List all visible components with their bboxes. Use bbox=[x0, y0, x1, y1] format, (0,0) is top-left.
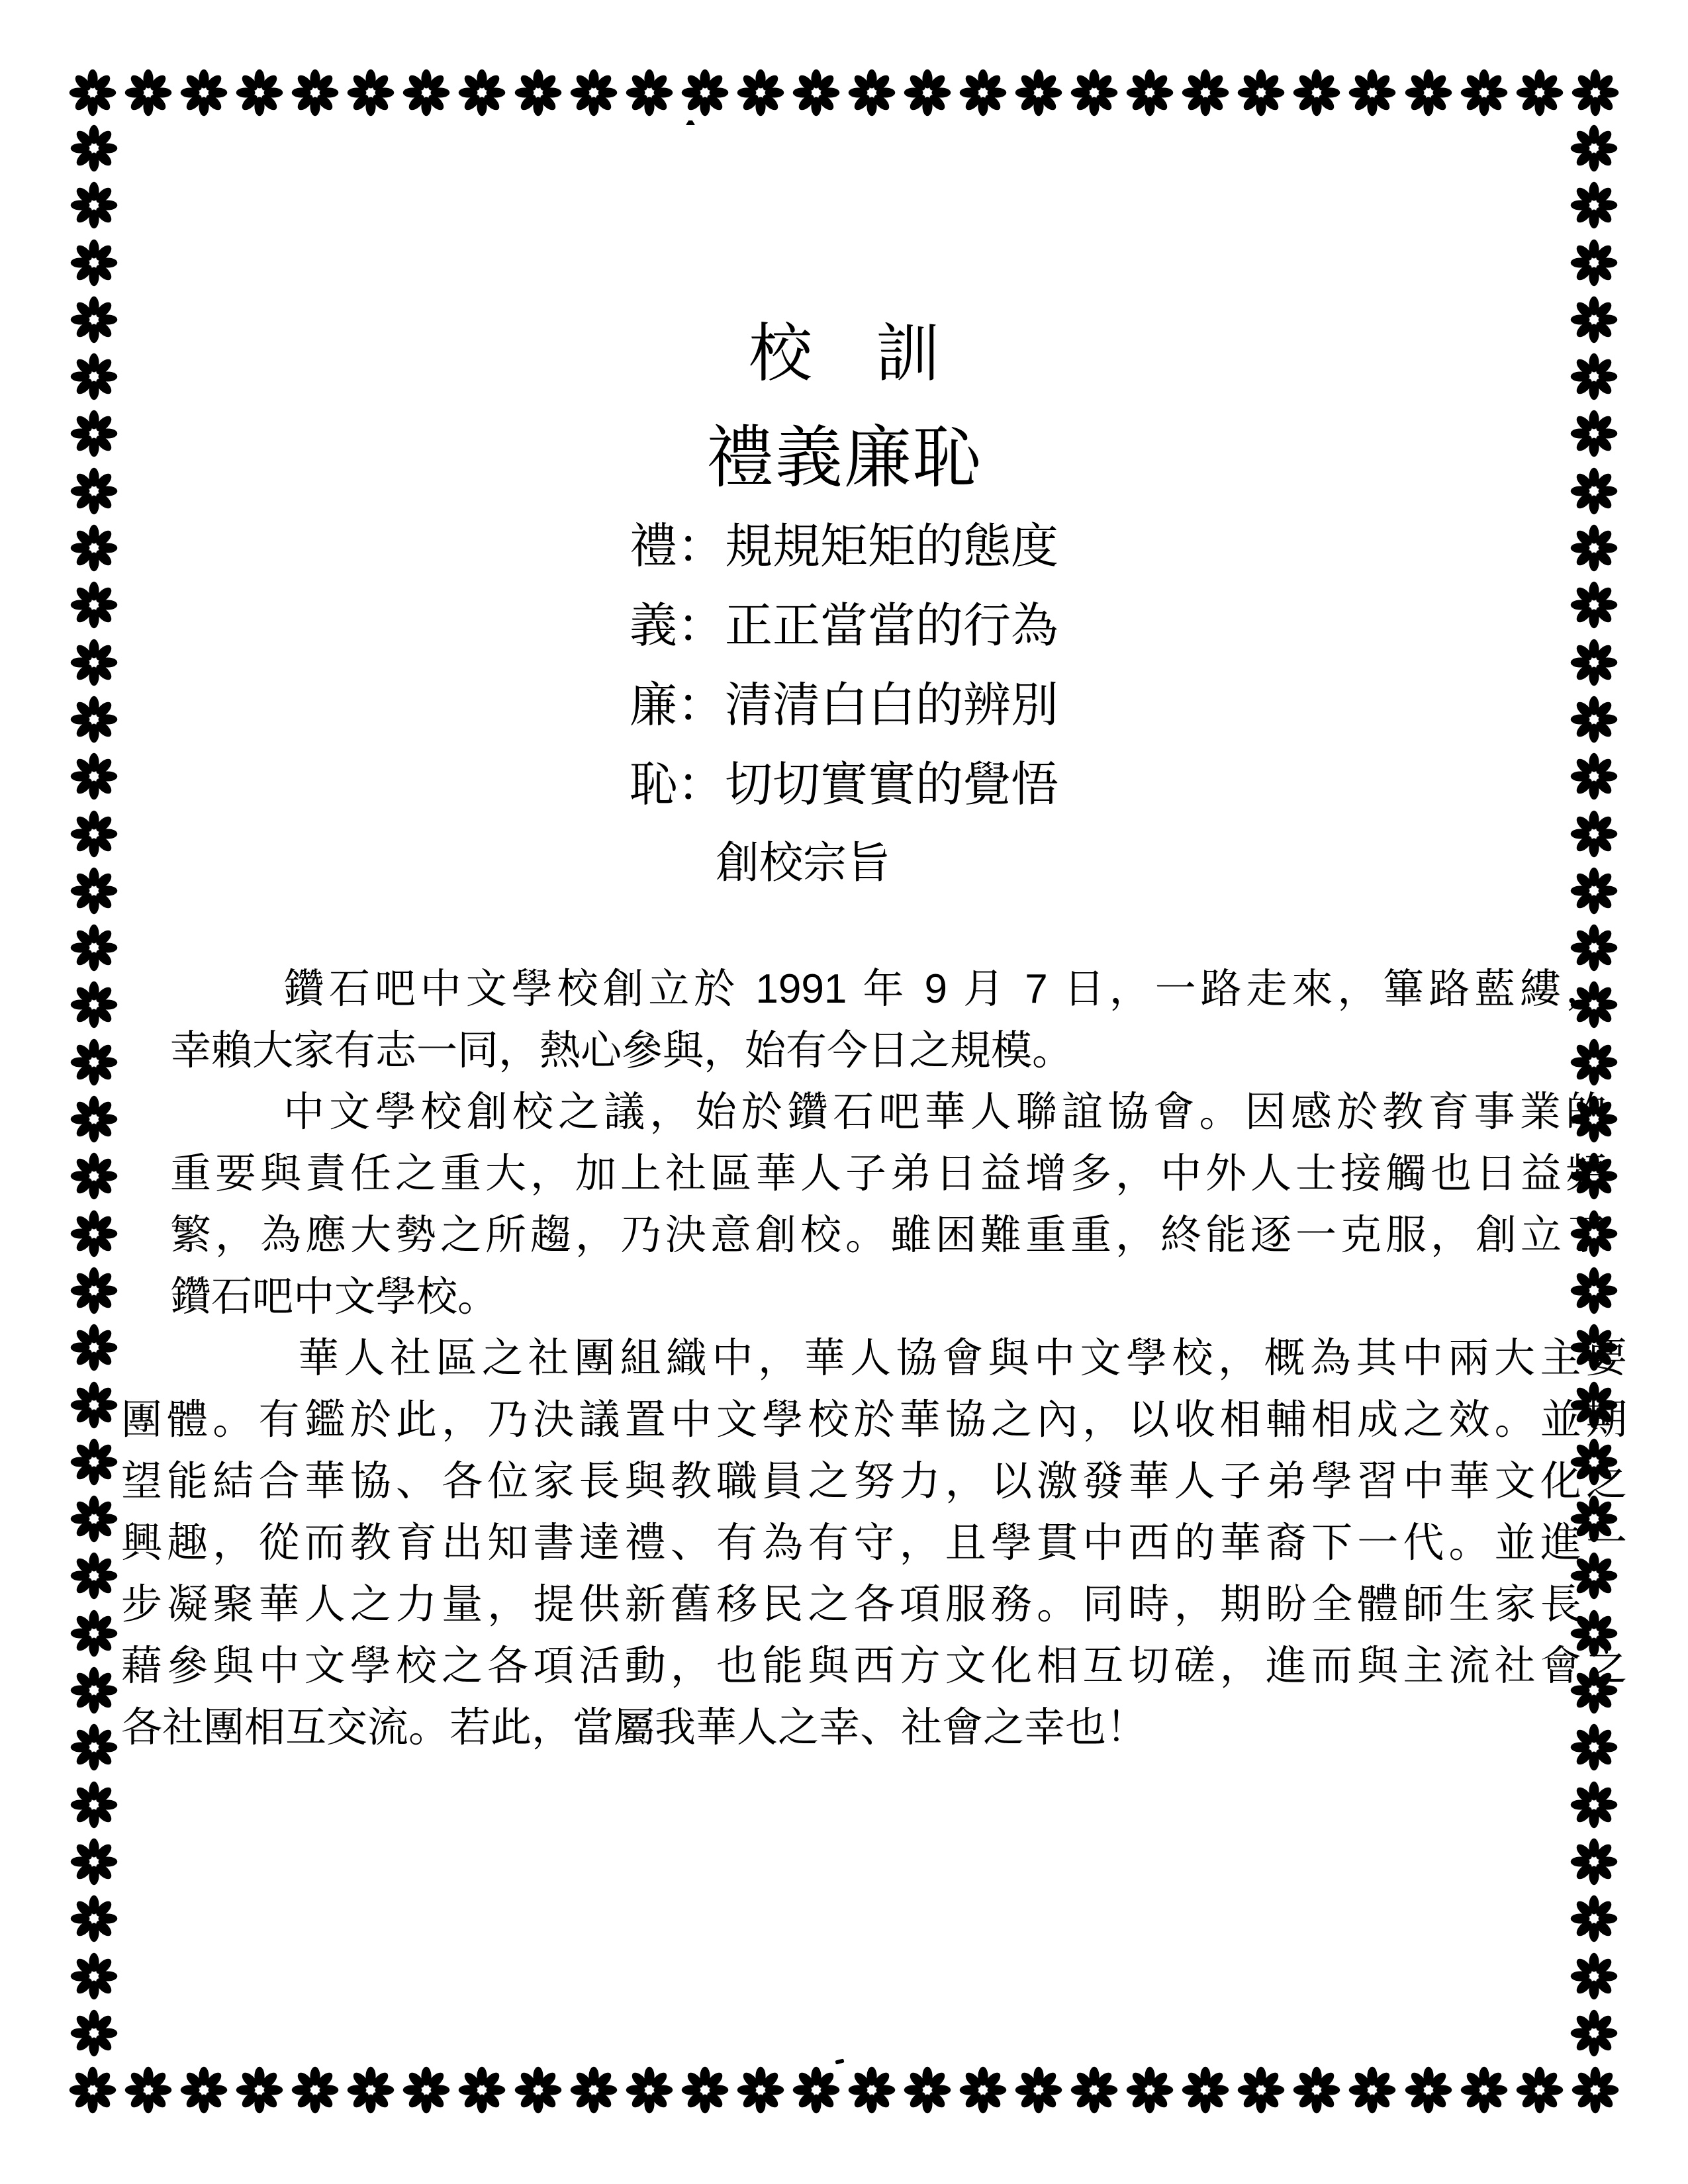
body-line: 望能結合華協、各位家長與教職員之努力，以激發華人子弟學習中華文化之 bbox=[121, 1459, 1627, 1504]
eight-petal-flower-icon bbox=[291, 2066, 339, 2114]
motto-definitions bbox=[0, 507, 1688, 825]
eight-petal-flower-icon bbox=[347, 2066, 395, 2114]
eight-petal-flower-icon bbox=[959, 69, 1007, 116]
eight-petal-flower-icon bbox=[291, 69, 339, 116]
section-heading: 創校宗旨 bbox=[716, 838, 890, 887]
paragraph-2 bbox=[170, 1081, 1607, 1328]
eight-petal-flower-icon bbox=[124, 69, 172, 116]
eight-petal-flower-icon bbox=[1405, 2066, 1452, 2114]
eight-petal-flower-icon bbox=[402, 69, 450, 116]
eight-petal-flower-icon bbox=[70, 124, 118, 172]
eight-petal-flower-icon bbox=[681, 2066, 729, 2114]
school-motto: 禮義廉恥 bbox=[706, 420, 982, 496]
eight-petal-flower-icon bbox=[1570, 1838, 1618, 1886]
eight-petal-flower-icon bbox=[1460, 2066, 1508, 2114]
eight-petal-flower-icon bbox=[70, 1952, 118, 2000]
eight-petal-flower-icon bbox=[1571, 69, 1619, 116]
body-line: 鑽石吧中文學校創立於 1991 年 9 月 7 日，一路走來，篳路藍縷， bbox=[283, 966, 1607, 1012]
eight-petal-flower-icon bbox=[848, 69, 896, 116]
body-line: 繁，為應大勢之所趨，乃決意創校。雖困難重重，終能逐一克服，創立了 bbox=[170, 1212, 1607, 1258]
eight-petal-flower-icon bbox=[1126, 69, 1174, 116]
motto-definition-li: 禮：規規矩矩的態度 bbox=[629, 520, 1058, 573]
eight-petal-flower-icon bbox=[1516, 69, 1564, 116]
eight-petal-flower-icon bbox=[1293, 2066, 1340, 2114]
eight-petal-flower-icon bbox=[1570, 1952, 1618, 2000]
eight-petal-flower-icon bbox=[1570, 124, 1618, 172]
page-title: 校 訓 bbox=[749, 318, 939, 389]
eight-petal-flower-icon bbox=[626, 69, 673, 116]
border-top bbox=[69, 69, 1619, 116]
eight-petal-flower-icon bbox=[1126, 2066, 1174, 2114]
eight-petal-flower-icon bbox=[1348, 69, 1396, 116]
eight-petal-flower-icon bbox=[180, 69, 228, 116]
eight-petal-flower-icon bbox=[792, 69, 840, 116]
motto-definition-yi: 義：正正當當的行為 bbox=[629, 600, 1058, 653]
eight-petal-flower-icon bbox=[124, 2066, 172, 2114]
eight-petal-flower-icon bbox=[69, 2066, 117, 2114]
paragraph-1 bbox=[170, 958, 1607, 1081]
body-line: 各社團相互交流。若此，當屬我華人之幸、社會之幸也！ bbox=[121, 1705, 1148, 1751]
eight-petal-flower-icon bbox=[1070, 69, 1118, 116]
eight-petal-flower-icon bbox=[1237, 69, 1285, 116]
eight-petal-flower-icon bbox=[1570, 1781, 1618, 1829]
body-line: 興趣，從而教育出知書達禮、有為有守，且學貫中西的華裔下一代。並進一 bbox=[121, 1520, 1627, 1566]
eight-petal-flower-icon bbox=[681, 69, 729, 116]
eight-petal-flower-icon bbox=[70, 239, 118, 287]
eight-petal-flower-icon bbox=[1182, 2066, 1229, 2114]
eight-petal-flower-icon bbox=[1460, 69, 1508, 116]
eight-petal-flower-icon bbox=[236, 2066, 283, 2114]
border-bottom bbox=[69, 2066, 1619, 2114]
eight-petal-flower-icon bbox=[70, 1838, 118, 1886]
body-line: 中文學校創校之議，始於鑽石吧華人聯誼協會。因感於教育事業的 bbox=[283, 1089, 1607, 1135]
eight-petal-flower-icon bbox=[1293, 69, 1340, 116]
eight-petal-flower-icon bbox=[904, 2066, 951, 2114]
body-line: 鑽石吧中文學校。 bbox=[170, 1274, 499, 1320]
eight-petal-flower-icon bbox=[570, 2066, 618, 2114]
motto-definition-lian: 廉：清清白白的辨別 bbox=[629, 679, 1058, 732]
eight-petal-flower-icon bbox=[626, 2066, 673, 2114]
eight-petal-flower-icon bbox=[180, 2066, 228, 2114]
eight-petal-flower-icon bbox=[402, 2066, 450, 2114]
body-line: 步凝聚華人之力量，提供新舊移民之各項服務。同時，期盼全體師生家長， bbox=[121, 1582, 1627, 1627]
eight-petal-flower-icon bbox=[1405, 69, 1452, 116]
body-line: 重要與責任之重大，加上社區華人子弟日益增多，中外人士接觸也日益頻 bbox=[170, 1151, 1607, 1197]
eight-petal-flower-icon bbox=[904, 69, 951, 116]
eight-petal-flower-icon bbox=[1237, 2066, 1285, 2114]
eight-petal-flower-icon bbox=[70, 2009, 118, 2057]
body-line: 團體。有鑑於此，乃決議置中文學校於華協之內，以收相輔相成之效。並期 bbox=[121, 1397, 1627, 1443]
eight-petal-flower-icon bbox=[1348, 2066, 1396, 2114]
eight-petal-flower-icon bbox=[1015, 2066, 1062, 2114]
eight-petal-flower-icon bbox=[514, 2066, 562, 2114]
eight-petal-flower-icon bbox=[848, 2066, 896, 2114]
eight-petal-flower-icon bbox=[1516, 2066, 1564, 2114]
eight-petal-flower-icon bbox=[70, 1895, 118, 1942]
eight-petal-flower-icon bbox=[236, 69, 283, 116]
eight-petal-flower-icon bbox=[959, 2066, 1007, 2114]
scan-artifact bbox=[835, 2058, 844, 2064]
eight-petal-flower-icon bbox=[792, 2066, 840, 2114]
eight-petal-flower-icon bbox=[458, 69, 506, 116]
eight-petal-flower-icon bbox=[1571, 2066, 1619, 2114]
eight-petal-flower-icon bbox=[737, 69, 784, 116]
eight-petal-flower-icon bbox=[70, 181, 118, 229]
eight-petal-flower-icon bbox=[1570, 239, 1618, 287]
eight-petal-flower-icon bbox=[1570, 181, 1618, 229]
body-text bbox=[0, 958, 1688, 1758]
eight-petal-flower-icon bbox=[1570, 2009, 1618, 2057]
eight-petal-flower-icon bbox=[1015, 69, 1062, 116]
eight-petal-flower-icon bbox=[70, 1781, 118, 1829]
eight-petal-flower-icon bbox=[1070, 2066, 1118, 2114]
body-line: 幸賴大家有志一同，熱心參與，始有今日之規模。 bbox=[170, 1028, 1074, 1073]
body-line: 華人社區之社團組織中，華人協會與中文學校，概為其中兩大主要 bbox=[298, 1336, 1627, 1381]
eight-petal-flower-icon bbox=[570, 69, 618, 116]
eight-petal-flower-icon bbox=[737, 2066, 784, 2114]
motto-definition-chi: 恥：切切實實的覺悟 bbox=[629, 758, 1058, 811]
eight-petal-flower-icon bbox=[69, 69, 117, 116]
scan-artifact bbox=[686, 120, 695, 125]
eight-petal-flower-icon bbox=[514, 69, 562, 116]
eight-petal-flower-icon bbox=[347, 69, 395, 116]
body-line: 藉參與中文學校之各項活動，也能與西方文化相互切磋，進而與主流社會之 bbox=[121, 1643, 1627, 1689]
eight-petal-flower-icon bbox=[1182, 69, 1229, 116]
eight-petal-flower-icon bbox=[1570, 1895, 1618, 1942]
paragraph-3 bbox=[121, 1328, 1627, 1758]
eight-petal-flower-icon bbox=[458, 2066, 506, 2114]
